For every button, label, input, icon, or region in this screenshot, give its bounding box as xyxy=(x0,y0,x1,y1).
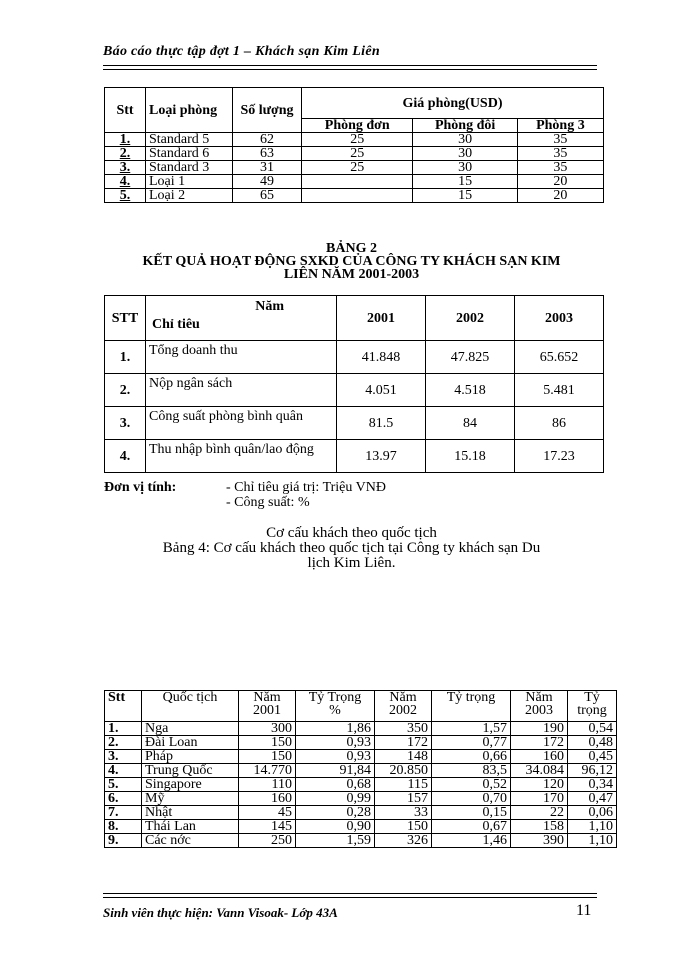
section-caption-1: Bảng 4: Cơ cấu khách theo quốc tịch tại Công ty khách sạn Du xyxy=(162,540,541,556)
t3-stt: 8. xyxy=(105,820,142,834)
t2-v2: 47.825 xyxy=(426,341,515,374)
t3-c: 20.850 xyxy=(375,764,432,778)
t3-c: 148 xyxy=(375,750,432,764)
table-row xyxy=(105,750,617,764)
t3-stt: 5. xyxy=(105,778,142,792)
section-caption-2: lịch Kim Liên. xyxy=(307,555,396,571)
t2-v1: 4.051 xyxy=(337,374,426,407)
t3-qt: Đài Loan xyxy=(142,736,239,750)
t3-f: 0,47 xyxy=(568,792,617,806)
t3-c: 150 xyxy=(375,820,432,834)
t1-sl: 31 xyxy=(233,161,302,175)
t3-d: 83,5 xyxy=(432,764,511,778)
t3-d: 0,66 xyxy=(432,750,511,764)
t1-header-stt: Stt xyxy=(105,88,146,133)
t3-header-n2001: Năm 2001 xyxy=(239,691,296,722)
table2-title xyxy=(103,242,600,281)
t1-ba: 20 xyxy=(517,175,603,189)
t2-v2: 15.18 xyxy=(426,440,515,473)
t1-ba: 20 xyxy=(517,189,603,203)
t3-e: 34.084 xyxy=(511,764,568,778)
t3-d: 0,70 xyxy=(432,792,511,806)
t3-d: 1,57 xyxy=(432,722,511,736)
t2-header-nam: Năm xyxy=(255,299,284,314)
t3-a: 45 xyxy=(239,806,296,820)
t3-a: 150 xyxy=(239,750,296,764)
t3-header-stt: Stt xyxy=(105,691,142,722)
t2-v3: 65.652 xyxy=(515,341,604,374)
t3-f: 1,10 xyxy=(568,834,617,848)
table-row xyxy=(105,736,617,750)
table-row xyxy=(105,133,604,147)
t2-v3: 86 xyxy=(515,407,604,440)
footer-rule-thin xyxy=(103,893,597,894)
t2-v2: 84 xyxy=(426,407,515,440)
t3-qt: Nga xyxy=(142,722,239,736)
table-row xyxy=(105,407,604,440)
t3-a: 145 xyxy=(239,820,296,834)
t3-d: 0,52 xyxy=(432,778,511,792)
t1-ba: 35 xyxy=(517,161,603,175)
t3-e: 190 xyxy=(511,722,568,736)
t3-f: 0,54 xyxy=(568,722,617,736)
table2-title-line2: KẾT QUẢ HOẠT ĐỘNG SXKD CỦA CÔNG TY KHÁCH SẠN KIM xyxy=(142,254,561,269)
t3-c: 33 xyxy=(375,806,432,820)
t3-f: 0,45 xyxy=(568,750,617,764)
t2-name: Thu nhập bình quân/lao động xyxy=(146,440,337,473)
t1-don xyxy=(302,189,413,203)
t1-stt: 2. xyxy=(105,147,146,161)
t3-e: 170 xyxy=(511,792,568,806)
t1-stt: 3. xyxy=(105,161,146,175)
t3-c: 326 xyxy=(375,834,432,848)
t3-qt: Singapore xyxy=(142,778,239,792)
section-heading xyxy=(103,526,600,571)
section-title: Cơ cấu khách theo quốc tịch xyxy=(266,525,437,541)
t1-stt: 4. xyxy=(105,175,146,189)
t3-stt: 1. xyxy=(105,722,142,736)
t1-header-don: Phòng đơn xyxy=(302,119,413,133)
t3-c: 350 xyxy=(375,722,432,736)
t3-f: 1,10 xyxy=(568,820,617,834)
t1-loai: Loại 1 xyxy=(146,175,233,189)
t1-don xyxy=(302,175,413,189)
t3-qt: Các nớc xyxy=(142,834,239,848)
t3-b: 0,90 xyxy=(296,820,375,834)
t1-don: 25 xyxy=(302,147,413,161)
t3-e: 390 xyxy=(511,834,568,848)
t3-stt: 4. xyxy=(105,764,142,778)
table-row xyxy=(105,778,617,792)
t3-e: 22 xyxy=(511,806,568,820)
t3-d: 0,77 xyxy=(432,736,511,750)
t3-header-tt3: Tỷ trọng xyxy=(568,691,617,722)
business-results-table xyxy=(104,295,604,473)
t3-qt: Thái Lan xyxy=(142,820,239,834)
t3-c: 157 xyxy=(375,792,432,806)
table-row xyxy=(105,147,604,161)
t3-e: 160 xyxy=(511,750,568,764)
t3-f: 0,06 xyxy=(568,806,617,820)
t1-doi: 30 xyxy=(413,133,517,147)
footer-text: Sinh viên thực hiện: Vann Visoak- Lớp 43A xyxy=(103,905,338,920)
t3-qt: Trung Quốc xyxy=(142,764,239,778)
t3-a: 14.770 xyxy=(239,764,296,778)
table-row xyxy=(105,341,604,374)
t2-v1: 13.97 xyxy=(337,440,426,473)
t3-stt: 3. xyxy=(105,750,142,764)
unit-label: Đơn vị tính: xyxy=(104,480,177,495)
table-row xyxy=(105,374,604,407)
t1-don: 25 xyxy=(302,161,413,175)
t1-ba: 35 xyxy=(517,133,603,147)
t2-name: Tổng doanh thu xyxy=(146,341,337,374)
t1-ba: 35 xyxy=(517,147,603,161)
t3-b: 0,93 xyxy=(296,736,375,750)
t1-sl: 65 xyxy=(233,189,302,203)
table2-title-line3: LIÊN NĂM 2001-2003 xyxy=(283,267,420,282)
t2-v3: 17.23 xyxy=(515,440,604,473)
t2-stt: 1. xyxy=(105,341,146,374)
t3-qt: Pháp xyxy=(142,750,239,764)
t3-d: 0,67 xyxy=(432,820,511,834)
t2-v2: 4.518 xyxy=(426,374,515,407)
t2-v3: 5.481 xyxy=(515,374,604,407)
footer-rule xyxy=(103,897,597,898)
t2-header-stt: STT xyxy=(105,296,146,341)
t3-f: 0,34 xyxy=(568,778,617,792)
t3-header-tt2: Tỷ trọng xyxy=(432,691,511,722)
t3-c: 115 xyxy=(375,778,432,792)
t3-b: 91,84 xyxy=(296,764,375,778)
table-row xyxy=(105,440,604,473)
t1-header-loai: Loại phòng xyxy=(146,88,233,133)
t1-sl: 63 xyxy=(233,147,302,161)
t3-e: 172 xyxy=(511,736,568,750)
t1-loai: Loại 2 xyxy=(146,189,233,203)
t2-name: Nộp ngân sách xyxy=(146,374,337,407)
unit-line2: - Công suất: % xyxy=(226,495,310,510)
t3-qt: Mỹ xyxy=(142,792,239,806)
t2-header-2001: 2001 xyxy=(337,296,426,341)
t3-b: 0,99 xyxy=(296,792,375,806)
page-number: 11 xyxy=(576,902,592,919)
table-row xyxy=(105,820,617,834)
t3-stt: 6. xyxy=(105,792,142,806)
t2-name: Công suất phòng bình quân xyxy=(146,407,337,440)
t3-header-n2002: Năm 2002 xyxy=(375,691,432,722)
header-rule xyxy=(103,65,597,66)
t3-header-qt: Quốc tịch xyxy=(142,691,239,722)
t1-don: 25 xyxy=(302,133,413,147)
t3-b: 0,28 xyxy=(296,806,375,820)
t1-stt: 5. xyxy=(105,189,146,203)
t2-v1: 81.5 xyxy=(337,407,426,440)
nationality-table xyxy=(104,690,617,848)
t1-loai: Standard 3 xyxy=(146,161,233,175)
t1-stt: 1. xyxy=(105,133,146,147)
t2-v1: 41.848 xyxy=(337,341,426,374)
unit-line1: - Chỉ tiêu giá trị: Triệu VNĐ xyxy=(226,480,386,495)
table-row xyxy=(105,834,617,848)
t3-e: 158 xyxy=(511,820,568,834)
table-row xyxy=(105,764,617,778)
t1-sl: 49 xyxy=(233,175,302,189)
t1-loai: Standard 6 xyxy=(146,147,233,161)
table-row xyxy=(105,792,617,806)
table-row xyxy=(105,161,604,175)
t3-d: 1,46 xyxy=(432,834,511,848)
t3-a: 110 xyxy=(239,778,296,792)
t3-stt: 7. xyxy=(105,806,142,820)
room-price-table xyxy=(104,87,604,203)
t3-b: 0,93 xyxy=(296,750,375,764)
t2-stt: 2. xyxy=(105,374,146,407)
t3-d: 0,15 xyxy=(432,806,511,820)
t2-header-diag xyxy=(146,296,337,341)
t1-header-ba: Phòng 3 xyxy=(517,119,603,133)
t3-header-n2003: Năm 2003 xyxy=(511,691,568,722)
t3-a: 250 xyxy=(239,834,296,848)
unit-lines xyxy=(226,480,386,510)
t1-sl: 62 xyxy=(233,133,302,147)
t2-stt: 4. xyxy=(105,440,146,473)
t1-header-doi: Phòng đôi xyxy=(413,119,517,133)
t1-doi: 30 xyxy=(413,161,517,175)
t1-doi: 15 xyxy=(413,175,517,189)
table-row xyxy=(105,189,604,203)
t3-f: 96,12 xyxy=(568,764,617,778)
t3-e: 120 xyxy=(511,778,568,792)
t3-qt: Nhật xyxy=(142,806,239,820)
t2-header-2003: 2003 xyxy=(515,296,604,341)
table-row xyxy=(105,806,617,820)
t1-header-soluong: Số lượng xyxy=(233,88,302,133)
t3-a: 300 xyxy=(239,722,296,736)
page-header: Báo cáo thực tập đợt 1 – Khách sạn Kim Liên xyxy=(103,44,380,59)
t2-header-chitieu: Chỉ tiêu xyxy=(152,317,200,332)
unit-note xyxy=(104,480,176,495)
t3-c: 172 xyxy=(375,736,432,750)
t3-b: 1,86 xyxy=(296,722,375,736)
t3-stt: 2. xyxy=(105,736,142,750)
header-rule-thin xyxy=(103,69,597,70)
t3-a: 150 xyxy=(239,736,296,750)
t2-stt: 3. xyxy=(105,407,146,440)
t3-b: 0,68 xyxy=(296,778,375,792)
t3-f: 0,48 xyxy=(568,736,617,750)
t3-b: 1,59 xyxy=(296,834,375,848)
table2-title-line1: BẢNG 2 xyxy=(326,241,377,256)
t3-header-tt1: Tỷ Trọng % xyxy=(296,691,375,722)
table-row xyxy=(105,722,617,736)
t3-a: 160 xyxy=(239,792,296,806)
table-row xyxy=(105,175,604,189)
t3-stt: 9. xyxy=(105,834,142,848)
t1-header-gia: Giá phòng(USD) xyxy=(302,88,604,119)
t1-doi: 30 xyxy=(413,147,517,161)
t2-header-2002: 2002 xyxy=(426,296,515,341)
t1-doi: 15 xyxy=(413,189,517,203)
t1-loai: Standard 5 xyxy=(146,133,233,147)
